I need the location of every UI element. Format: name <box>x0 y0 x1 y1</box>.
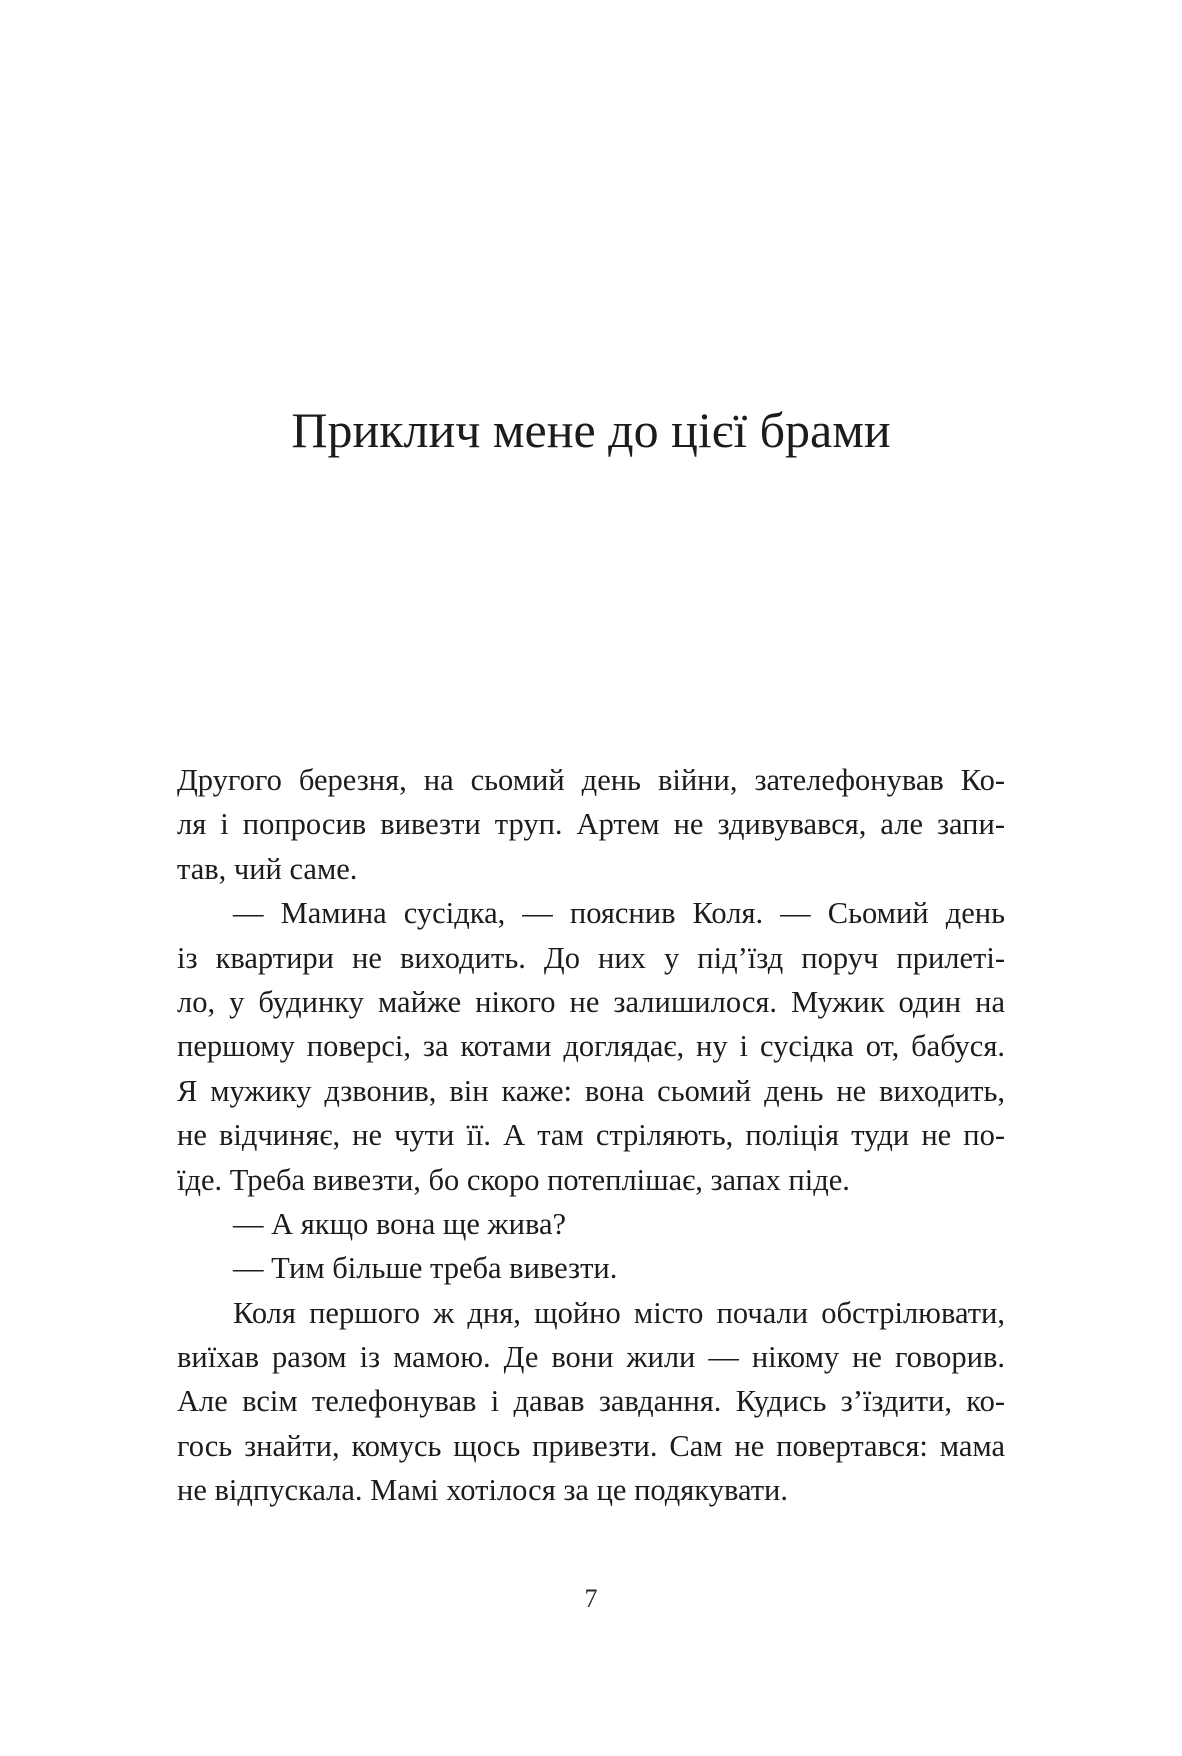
text-line: гось знайти, комусь щось привезти. Сам не повертався: мама <box>177 1428 1005 1463</box>
text-line: із квартири не виходить. До них у під’їзд поруч прилеті- <box>177 940 1005 975</box>
text-line: їде. Треба вивезти, бо скоро потеплішає, запах піде. <box>177 1162 850 1197</box>
text-line: першому поверсі, за котами доглядає, ну і сусідка от, бабуся. <box>177 1029 1005 1064</box>
chapter-title: Приклич мене до цієї брами <box>291 402 891 458</box>
text-line: Я мужику дзвонив, він каже: вона сьомий день не виходить, <box>177 1073 1005 1108</box>
page-number: 7 <box>584 1584 598 1613</box>
text-line: — А якщо вона ще жива? <box>233 1206 567 1241</box>
text-line: Другого березня, на сьомий день війни, зателефонував Ко- <box>177 763 1005 797</box>
text-line: тав, чий саме. <box>177 851 358 886</box>
text-line: — Мамина сусідка, — пояснив Коля. — Сьомий день <box>233 896 1005 931</box>
text-line: не відпускала. Мамі хотілося за це подякувати. <box>177 1473 788 1508</box>
text-line: ля і попросив вивезти труп. Артем не здивувався, але запи- <box>177 807 1005 842</box>
text-line: виїхав разом із мамою. Де вони жили — нікому не говорив. <box>177 1340 1005 1375</box>
text-line: не відчиняє, не чути її. А там стріляють, поліція туди не по- <box>177 1118 1005 1153</box>
text-line: Але всім телефонував і давав завдання. Кудись з’їздити, ко- <box>177 1384 1005 1419</box>
text-line: Коля першого ж дня, щойно місто почали обстрілювати, <box>233 1295 1005 1330</box>
body-text <box>177 758 1005 1513</box>
text-line: — Тим більше треба вивезти. <box>233 1251 618 1286</box>
text-line: ло, у будинку майже нікого не залишилося. Мужик один на <box>177 984 1005 1019</box>
